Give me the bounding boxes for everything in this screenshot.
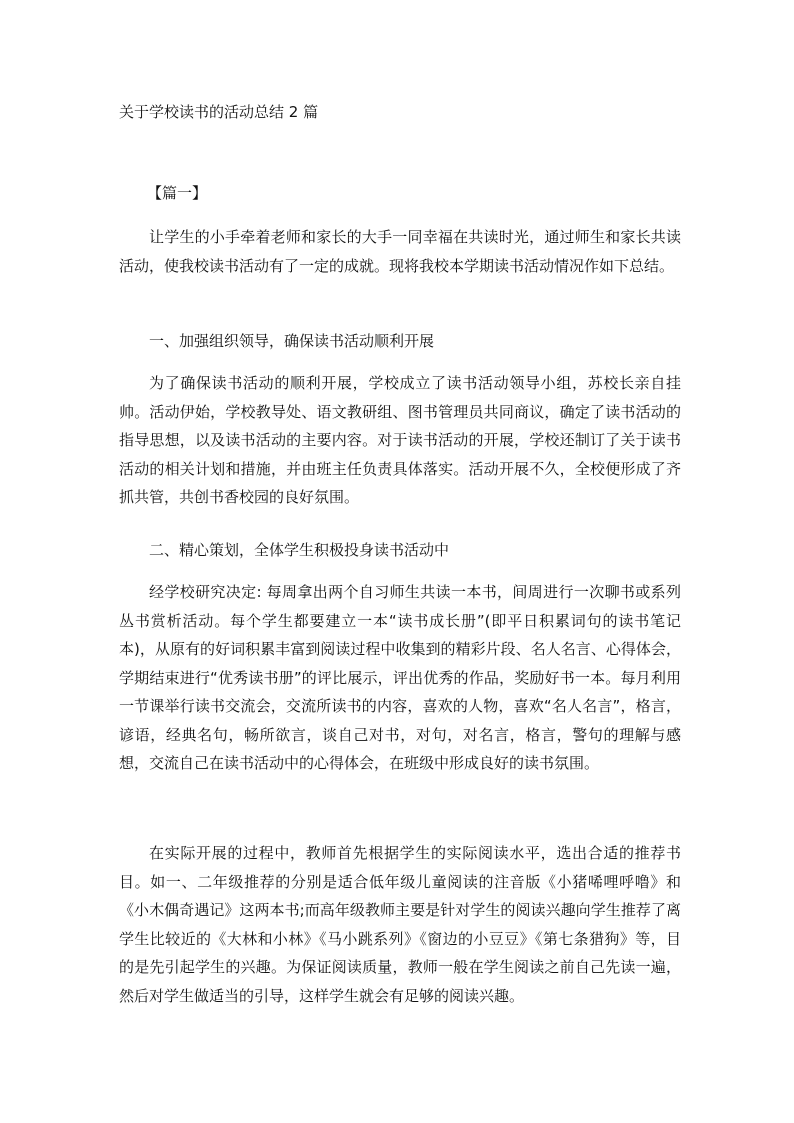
paragraph-implementation: 在实际开展的过程中，教师首先根据学生的实际阅读水平，选出合适的推荐书目。如一、二年级推荐的分别是适合低年级儿童阅读的注音版《小猪唏哩呼噜》和《小木偶奇遇记》这两本书;而高年级教师主要是针对学生的阅读兴趣向学生推荐了离学生比较近的《大林和小林》《马小跳系列》《窗边的小豆豆》《第七条猎狗》等，目的是先引起学生的兴趣。为保证阅读质量，教师一般在学生阅读之前自己先读一遍，然后对学生做适当的引导，这样学生就会有足够的阅读兴趣。 <box>119 844 681 1005</box>
document-title: 关于学校读书的活动总结 2 篇 <box>119 103 319 121</box>
subheading-1: 一、加强组织领导，确保读书活动顺利开展 <box>149 332 435 350</box>
paragraph-planning: 经学校研究决定: 每周拿出两个自习师生共读一本书，间周进行一次聊书或系列丛书赏析活动。每个学生都要建立一本“读书成长册”(即平日积累词句的读书笔记本)，从原有的好词积累丰富到阅读过程中收集到的精彩片段、名人名言、心得体会，学期结束进行“优秀读书册”的评比展示，评出优秀的作品，奖励好书一本。每月利用一节课举行读书交流会，交流所读书的内容，喜欢的人物，喜欢“名人名言”，格言，谚语，经典名句，畅所欲言，谈自己对书，对句，对名言，格言，警句的理解与感想，交流自己在读书活动中的心得体会，在班级中形成良好的读书氛围。 <box>119 583 681 772</box>
subheading-2: 二、精心策划，全体学生积极投身读书活动中 <box>149 541 450 559</box>
section-heading: 【篇一】 <box>147 184 208 202</box>
intro-paragraph: 让学生的小手牵着老师和家长的大手一同幸福在共读时光，通过师生和家长共读活动，使我校读书活动有了一定的成就。现将我校本学期读书活动情况作如下总结。 <box>119 228 681 275</box>
paragraph-organization: 为了确保读书活动的顺利开展，学校成立了读书活动领导小组，苏校长亲自挂帅。活动伊始，学校教导处、语文教研组、图书管理员共同商议，确定了读书活动的指导思想，以及读书活动的主要内容。对于读书活动的开展，学校还制订了关于读书活动的相关计划和措施，并由班主任负责具体落实。活动开展不久，全校便形成了齐抓共管，共创书香校园的良好氛围。 <box>119 374 681 506</box>
